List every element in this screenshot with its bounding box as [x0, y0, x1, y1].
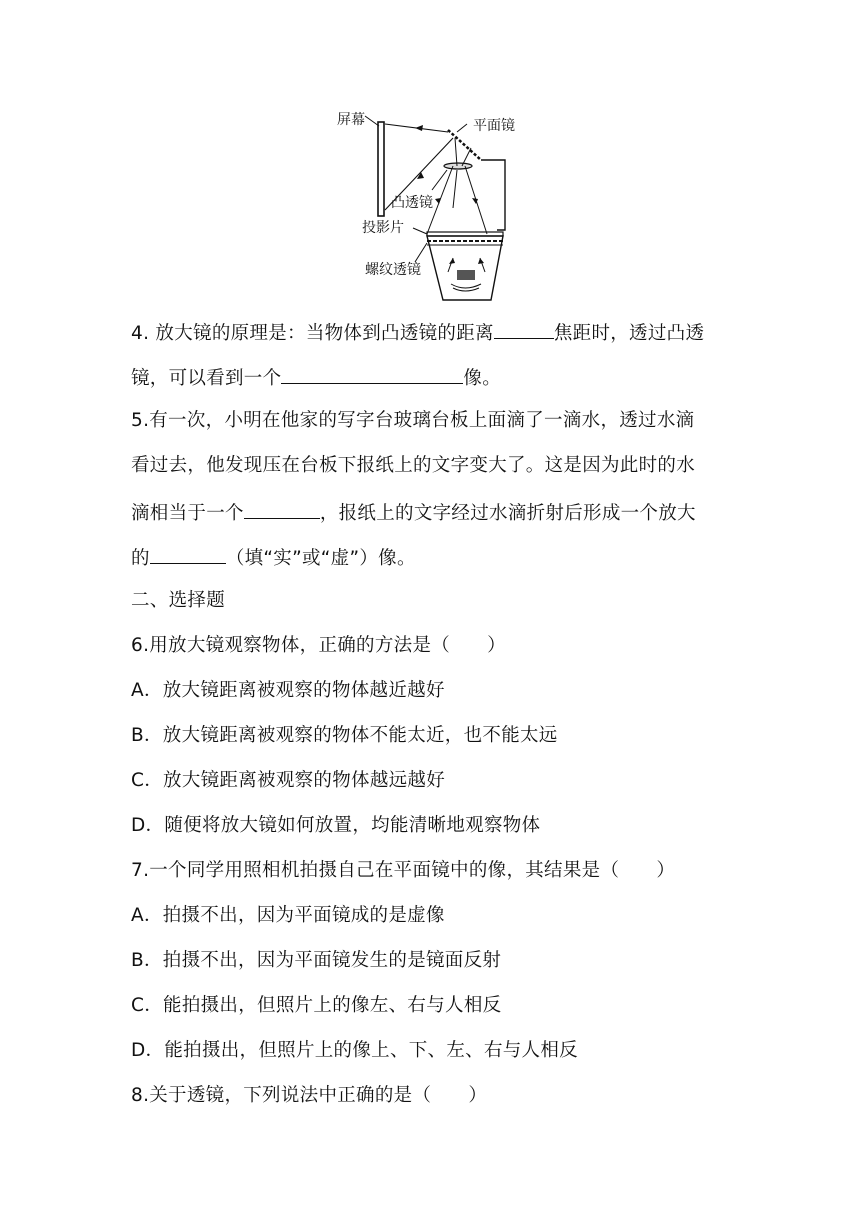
projector-base	[427, 236, 503, 300]
label-slide: 投影片	[362, 220, 404, 236]
q5-line1: 5.有一次，小明在他家的写字台玻璃台板上面滴了一滴水，透过水滴	[131, 410, 695, 431]
overhead-projector-diagram	[335, 100, 555, 310]
q6-stem: 6.用放大镜观察物体，正确的方法是（ ）	[131, 635, 506, 656]
q6-option-c[interactable]: C．放大镜距离被观察的物体越远越好	[131, 770, 446, 791]
q5-line4: 的 （填“实”或“虚”）像。	[131, 543, 416, 572]
q4-blank1[interactable]	[494, 318, 554, 339]
label-screen: 屏幕	[337, 112, 365, 128]
q6-option-b[interactable]: B．放大镜距离被观察的物体不能太近，也不能太远	[131, 725, 558, 746]
screen-shape	[378, 122, 384, 216]
q7-option-b[interactable]: B．拍摄不出，因为平面镜发生的是镜面反射	[131, 950, 502, 971]
q5-blank1[interactable]	[244, 498, 320, 519]
q7-stem: 7.一个同学用照相机拍摄自己在平面镜中的像，其结果是（ ）	[131, 860, 676, 881]
label-convex-lens: 凸透镜	[391, 195, 433, 211]
q5-blank2[interactable]	[150, 543, 226, 564]
q7-option-c[interactable]: C．能拍摄出，但照片上的像左、右与人相反	[131, 995, 502, 1016]
projector-svg	[335, 100, 555, 310]
q7-option-a[interactable]: A．拍摄不出，因为平面镜成的是虚像	[131, 905, 445, 926]
q5-line2: 看过去，他发现压在台板下报纸上的文字变大了。这是因为此时的水	[131, 455, 696, 476]
section-heading: 二、选择题	[131, 590, 226, 611]
q4-blank2[interactable]	[281, 363, 463, 384]
q7-option-d[interactable]: D．能拍摄出，但照片上的像上、下、左、右与人相反	[131, 1040, 578, 1061]
q4-line2: 镜，可以看到一个 像。	[131, 363, 501, 392]
q8-stem: 8.关于透镜，下列说法中正确的是（ ）	[131, 1085, 488, 1106]
q4-line1: 4. 放大镜的原理是：当物体到凸透镜的距离 焦距时，透过凸透	[131, 318, 704, 347]
label-fresnel-lens: 螺纹透镜	[365, 262, 421, 278]
q6-option-d[interactable]: D．随便将放大镜如何放置，均能清晰地观察物体	[131, 815, 541, 836]
q6-option-a[interactable]: A．放大镜距离被观察的物体越近越好	[131, 680, 445, 701]
plane-mirror-shape	[448, 130, 481, 160]
q5-line3: 滴相当于一个 ，报纸上的文字经过水滴折射后形成一个放大	[131, 498, 696, 527]
label-plane-mirror: 平面镜	[473, 118, 515, 134]
convex-lens-shape	[444, 163, 472, 169]
